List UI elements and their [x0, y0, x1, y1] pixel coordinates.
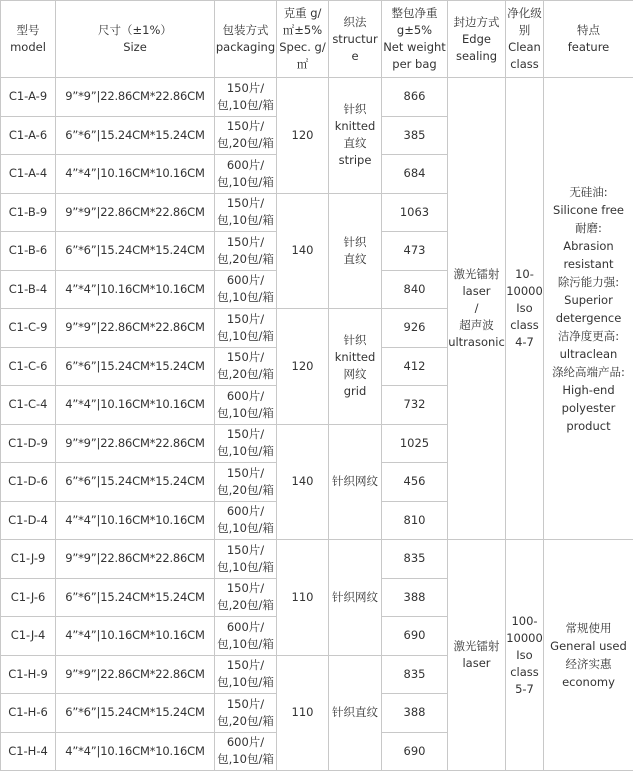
packaging-cell: 150片/ 包,20包/箱: [215, 232, 277, 271]
net-weight-cell: 810: [382, 501, 448, 540]
structure-cell: 针织 knitted 网纹 grid: [329, 309, 382, 425]
spec-cell: 140: [277, 193, 329, 309]
edge-sealing-cell: 激光镭射 laser / 超声波 ultrasonic: [448, 78, 506, 540]
spec-cell: 110: [277, 655, 329, 771]
packaging-cell: 150片/ 包,20包/箱: [215, 463, 277, 502]
header-net-weight: 整包净重 g±5% Net weight per bag: [382, 1, 448, 78]
size-cell: 9”*9”|22.86CM*22.86CM: [56, 193, 215, 232]
net-weight-cell: 840: [382, 270, 448, 309]
size-cell: 6”*6”|15.24CM*15.24CM: [56, 232, 215, 271]
model-cell: C1-A-9: [1, 78, 56, 117]
size-cell: 9”*9”|22.86CM*22.86CM: [56, 309, 215, 348]
size-cell: 9”*9”|22.86CM*22.86CM: [56, 540, 215, 579]
model-cell: C1-B-9: [1, 193, 56, 232]
size-cell: 6”*6”|15.24CM*15.24CM: [56, 347, 215, 386]
structure-cell: 针织网纹: [329, 540, 382, 656]
packaging-cell: 150片/ 包,10包/箱: [215, 309, 277, 348]
spec-cell: 140: [277, 424, 329, 540]
packaging-cell: 150片/ 包,20包/箱: [215, 694, 277, 733]
header-edge: 封边方式 Edge sealing: [448, 1, 506, 78]
packaging-cell: 600片/ 包,10包/箱: [215, 155, 277, 194]
model-cell: C1-C-4: [1, 386, 56, 425]
size-cell: 9”*9”|22.86CM*22.86CM: [56, 655, 215, 694]
size-cell: 9”*9”|22.86CM*22.86CM: [56, 424, 215, 463]
spec-cell: 120: [277, 78, 329, 194]
spec-cell: 120: [277, 309, 329, 425]
header-row: [1, 1, 633, 78]
packaging-cell: 150片/ 包,10包/箱: [215, 424, 277, 463]
size-cell: 4”*4”|10.16CM*10.16CM: [56, 501, 215, 540]
size-cell: 6”*6”|15.24CM*15.24CM: [56, 116, 215, 155]
net-weight-cell: 456: [382, 463, 448, 502]
model-cell: C1-C-9: [1, 309, 56, 348]
packaging-cell: 150片/ 包,10包/箱: [215, 193, 277, 232]
net-weight-cell: 835: [382, 655, 448, 694]
structure-cell: 针织网纹: [329, 424, 382, 540]
header-packaging: 包装方式 packaging: [215, 1, 277, 78]
net-weight-cell: 473: [382, 232, 448, 271]
net-weight-cell: 412: [382, 347, 448, 386]
net-weight-cell: 1025: [382, 424, 448, 463]
model-cell: C1-J-4: [1, 617, 56, 656]
packaging-cell: 600片/ 包,10包/箱: [215, 732, 277, 771]
net-weight-cell: 732: [382, 386, 448, 425]
net-weight-cell: 388: [382, 578, 448, 617]
size-cell: 4”*4”|10.16CM*10.16CM: [56, 386, 215, 425]
model-cell: C1-D-9: [1, 424, 56, 463]
packaging-cell: 600片/ 包,10包/箱: [215, 617, 277, 656]
header-spec: 克重 g/ ㎡±5% Spec. g/ ㎡: [277, 1, 329, 78]
net-weight-cell: 690: [382, 732, 448, 771]
net-weight-cell: 926: [382, 309, 448, 348]
packaging-cell: 600片/ 包,10包/箱: [215, 386, 277, 425]
size-cell: 6”*6”|15.24CM*15.24CM: [56, 694, 215, 733]
model-cell: C1-H-9: [1, 655, 56, 694]
header-feature: 特点 feature: [544, 1, 633, 78]
model-cell: C1-C-6: [1, 347, 56, 386]
size-cell: 4”*4”|10.16CM*10.16CM: [56, 155, 215, 194]
packaging-cell: 600片/ 包,10包/箱: [215, 270, 277, 309]
edge-sealing-cell: 激光镭射 laser: [448, 540, 506, 771]
spec-cell: 110: [277, 540, 329, 656]
model-cell: C1-J-6: [1, 578, 56, 617]
table-row: [1, 78, 633, 117]
net-weight-cell: 388: [382, 694, 448, 733]
model-cell: C1-D-4: [1, 501, 56, 540]
header-clean: 净化级 别 Clean class: [506, 1, 544, 78]
size-cell: 4”*4”|10.16CM*10.16CM: [56, 617, 215, 656]
header-size: 尺寸（±1%） Size: [56, 1, 215, 78]
feature-cell: 无硅油: Silicone free 耐磨: Abrasion resistant 除污能力强: Superior detergence 洁净度更高: ultraclean 涤纶高端产品: High-end polyester product: [544, 78, 633, 540]
packaging-cell: 150片/ 包,10包/箱: [215, 540, 277, 579]
net-weight-cell: 835: [382, 540, 448, 579]
packaging-cell: 150片/ 包,20包/箱: [215, 347, 277, 386]
structure-cell: 针织 直纹: [329, 193, 382, 309]
model-cell: C1-D-6: [1, 463, 56, 502]
net-weight-cell: 866: [382, 78, 448, 117]
clean-class-cell: 10- 10000 Iso class 4-7: [506, 78, 544, 540]
net-weight-cell: 690: [382, 617, 448, 656]
table-row: [1, 540, 633, 579]
model-cell: C1-H-4: [1, 732, 56, 771]
size-cell: 4”*4”|10.16CM*10.16CM: [56, 732, 215, 771]
model-cell: C1-A-4: [1, 155, 56, 194]
clean-class-cell: 100- 10000 Iso class 5-7: [506, 540, 544, 771]
structure-cell: 针织直纹: [329, 655, 382, 771]
size-cell: 6”*6”|15.24CM*15.24CM: [56, 578, 215, 617]
model-cell: C1-H-6: [1, 694, 56, 733]
packaging-cell: 150片/ 包,20包/箱: [215, 578, 277, 617]
model-cell: C1-A-6: [1, 116, 56, 155]
model-cell: C1-J-9: [1, 540, 56, 579]
structure-cell: 针织 knitted 直纹 stripe: [329, 78, 382, 194]
size-cell: 9”*9”|22.86CM*22.86CM: [56, 78, 215, 117]
net-weight-cell: 385: [382, 116, 448, 155]
packaging-cell: 150片/ 包,10包/箱: [215, 78, 277, 117]
size-cell: 6”*6”|15.24CM*15.24CM: [56, 463, 215, 502]
header-model: 型号 model: [1, 1, 56, 78]
packaging-cell: 150片/ 包,20包/箱: [215, 116, 277, 155]
size-cell: 4”*4”|10.16CM*10.16CM: [56, 270, 215, 309]
header-structure: 织法 structure: [329, 1, 382, 78]
packaging-cell: 150片/ 包,10包/箱: [215, 655, 277, 694]
net-weight-cell: 1063: [382, 193, 448, 232]
net-weight-cell: 684: [382, 155, 448, 194]
model-cell: C1-B-6: [1, 232, 56, 271]
model-cell: C1-B-4: [1, 270, 56, 309]
feature-cell: 常规使用 General used 经济实惠 economy: [544, 540, 633, 771]
packaging-cell: 600片/ 包,10包/箱: [215, 501, 277, 540]
